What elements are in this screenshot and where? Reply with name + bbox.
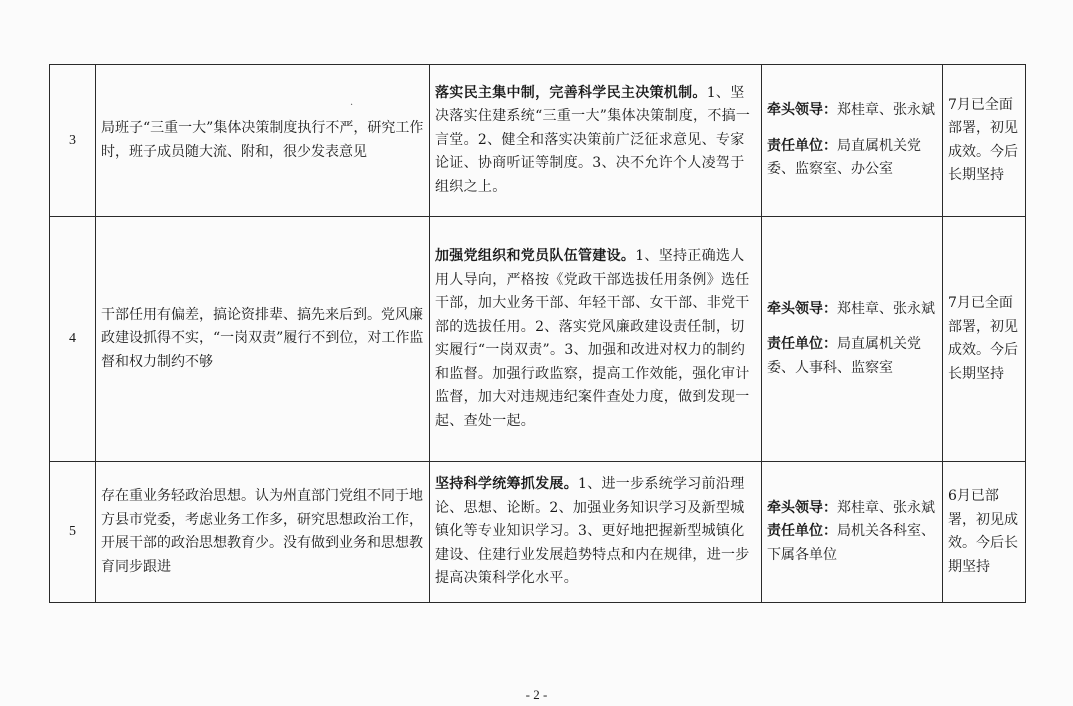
scan-speck: ·	[350, 100, 354, 111]
responsibility-cell	[762, 217, 943, 462]
status-cell: 6月已部署，初见成效。今后长期坚持	[943, 462, 1026, 603]
measure-body: 1、坚持正确选人用人导向，严格按《党政干部选拔任用条例》选任干部，加大业务干部、年轻干部、女干部、非党干部的选拔任用。2、落实党风廉政建设责任制，切实履行“一岗双责”。3、加强和改进对权力的制约和监督。加强行政监察，提高工作效能，强化审计监督，加大对违规违纪案件查处力度，做到发现一起、查处一起。	[435, 248, 750, 429]
page-number: - 2 -	[525, 687, 548, 702]
table-row	[50, 462, 1026, 603]
table-row	[50, 65, 1026, 217]
unit-label: 责任单位：	[767, 137, 837, 154]
issue-cell: 存在重业务轻政治思想。认为州直部门党组不同于地方县市党委，考虑业务工作多，研究思想政治工作，开展干部的政治思想教育少。没有做到业务和思想教育同步跟进	[96, 462, 430, 603]
measure-title: 加强党组织和党员队伍管建设。	[435, 248, 636, 264]
measure-title: 落实民主集中制，完善科学民主决策机制。	[435, 84, 707, 101]
status-cell: 7月已全面部署，初见成效。今后长期坚持	[943, 65, 1026, 217]
measure-cell	[430, 65, 762, 217]
unit-names: 局直属机关党委、监察室、办公室	[767, 137, 921, 178]
issue-cell: 干部任用有偏差，搞论资排辈、搞先来后到。党风廉政建设抓得不实，“一岗双责”履行不到位，对工作监督和权力制约不够	[96, 217, 430, 462]
responsibility-cell	[762, 65, 943, 217]
table-row	[50, 217, 1026, 462]
row-number: 5	[50, 462, 96, 603]
row-number: 4	[50, 217, 96, 462]
measure-body: 1、坚决落实住建系统“三重一大”集体决策制度，不搞一言堂。2、健全和落实决策前广泛征求意见、专家论证、协商听证等制度。3、决不允许个人凌驾于组织之上。	[435, 84, 751, 195]
unit-label: 责任单位：	[767, 523, 837, 540]
lead-names: 郑桂章、张永斌	[837, 499, 935, 516]
status-cell: 7月已全面部署，初见成效。今后长期坚持	[943, 217, 1026, 462]
lead-names: 郑桂章、张永斌	[837, 102, 935, 119]
measure-title: 坚持科学统筹抓发展。	[435, 476, 578, 493]
lead-label: 牵头领导：	[767, 102, 837, 119]
unit-names: 局机关各科室、下属各单位	[767, 523, 935, 563]
unit-label: 责任单位：	[767, 336, 837, 353]
rectification-table	[49, 64, 1026, 603]
measure-cell	[430, 462, 762, 603]
issue-cell: 局班子“三重一大”集体决策制度执行不严，研究工作时，班子成员随大流、附和，很少发表意见	[96, 65, 430, 217]
responsibility-cell	[762, 462, 943, 603]
lead-label: 牵头领导：	[767, 300, 837, 317]
unit-names: 局直属机关党委、人事科、监察室	[767, 336, 921, 376]
lead-label: 牵头领导：	[767, 499, 837, 516]
lead-names: 郑桂章、张永斌	[837, 300, 935, 317]
measure-body: 1、进一步系统学习前沿理论、思想、论断。2、加强业务知识学习及新型城镇化等专业知识学习。3、更好地把握新型城镇化建设、住建行业发展趋势特点和内在规律，进一步提高决策科学化水平。	[435, 476, 750, 587]
row-number: 3	[50, 65, 96, 217]
measure-cell	[430, 217, 762, 462]
